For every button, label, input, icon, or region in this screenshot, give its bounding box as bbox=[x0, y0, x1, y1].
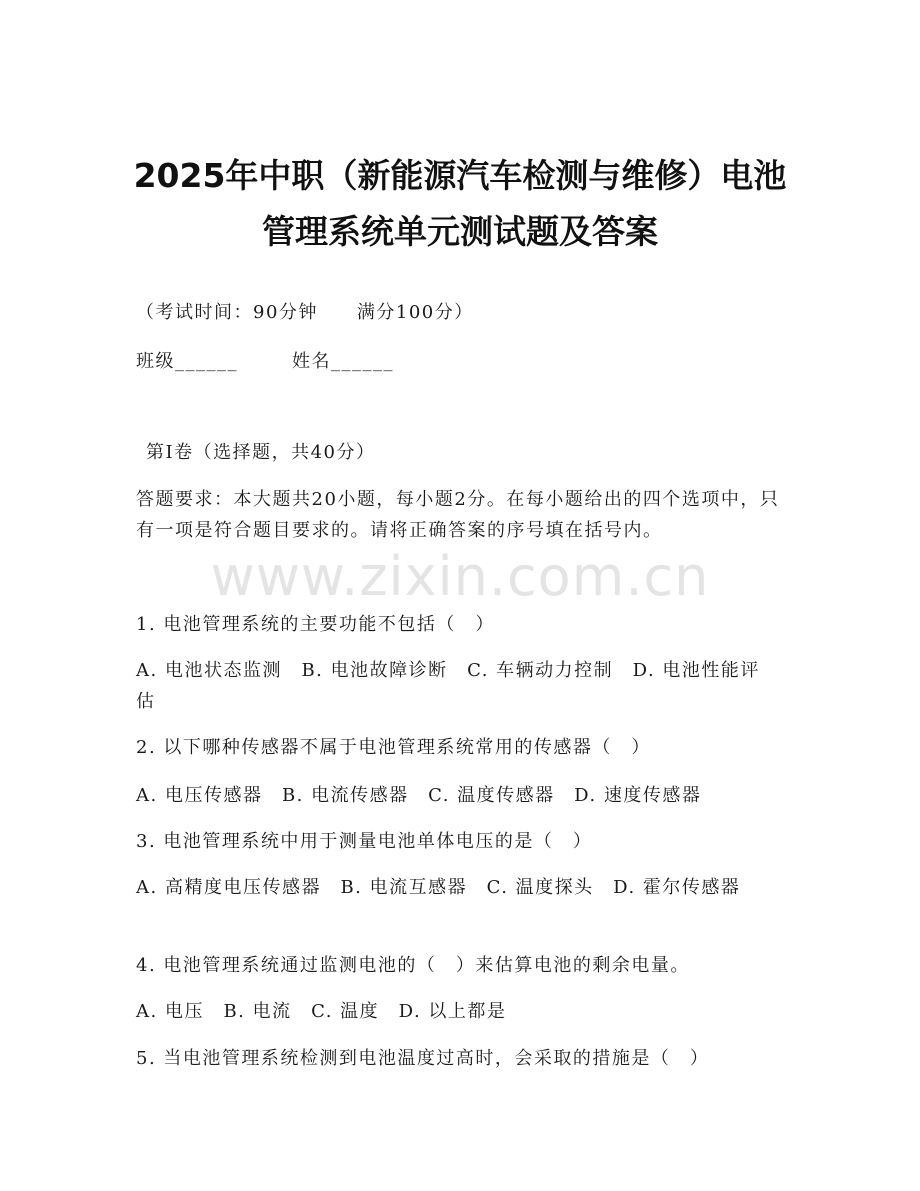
question-4-options: A. 电压 B. 电流 C. 温度 D. 以上都是 bbox=[136, 1001, 507, 1022]
question-4-stem: 4. 电池管理系统通过监测电池的（ ）来估算电池的剩余电量。 bbox=[136, 955, 690, 976]
question-3-options: A. 高精度电压传感器 B. 电流互感器 C. 温度探头 D. 霍尔传感器 bbox=[136, 877, 741, 898]
question-1-stem: 1. 电池管理系统的主要功能不包括（ ） bbox=[136, 614, 495, 635]
document-title bbox=[60, 148, 860, 260]
class-field: 班级______ bbox=[136, 351, 238, 372]
title-line-2: 管理系统单元测试题及答案 bbox=[262, 212, 658, 251]
question-2-stem: 2. 以下哪种传感器不属于电池管理系统常用的传感器（ ） bbox=[136, 737, 651, 758]
question-5-stem: 5. 当电池管理系统检测到电池温度过高时，会采取的措施是（ ） bbox=[136, 1048, 710, 1069]
question-1-options: A. 电池状态监测 B. 电池故障诊断 C. 车辆动力控制 D. 电池性能评估 bbox=[136, 660, 760, 712]
watermark: www.zixin.com.cn bbox=[210, 545, 710, 608]
question-3-stem: 3. 电池管理系统中用于测量电池单体电压的是（ ） bbox=[136, 831, 593, 852]
question-2-options: A. 电压传感器 B. 电流传感器 C. 温度传感器 D. 速度传感器 bbox=[136, 785, 702, 806]
exam-info: （考试时间：90分钟 满分100分） bbox=[136, 302, 474, 323]
name-field: 姓名______ bbox=[292, 351, 394, 372]
section-title: 第I卷（选择题，共40分） bbox=[146, 442, 376, 463]
student-info-row bbox=[136, 347, 394, 377]
instructions: 答题要求：本大题共20小题，每小题2分。在每小题给出的四个选项中，只有一项是符合题目要求的。请将正确答案的序号填在括号内。 bbox=[136, 489, 780, 541]
title-line-1: 2025年中职（新能源汽车检测与维修）电池 bbox=[133, 156, 787, 195]
